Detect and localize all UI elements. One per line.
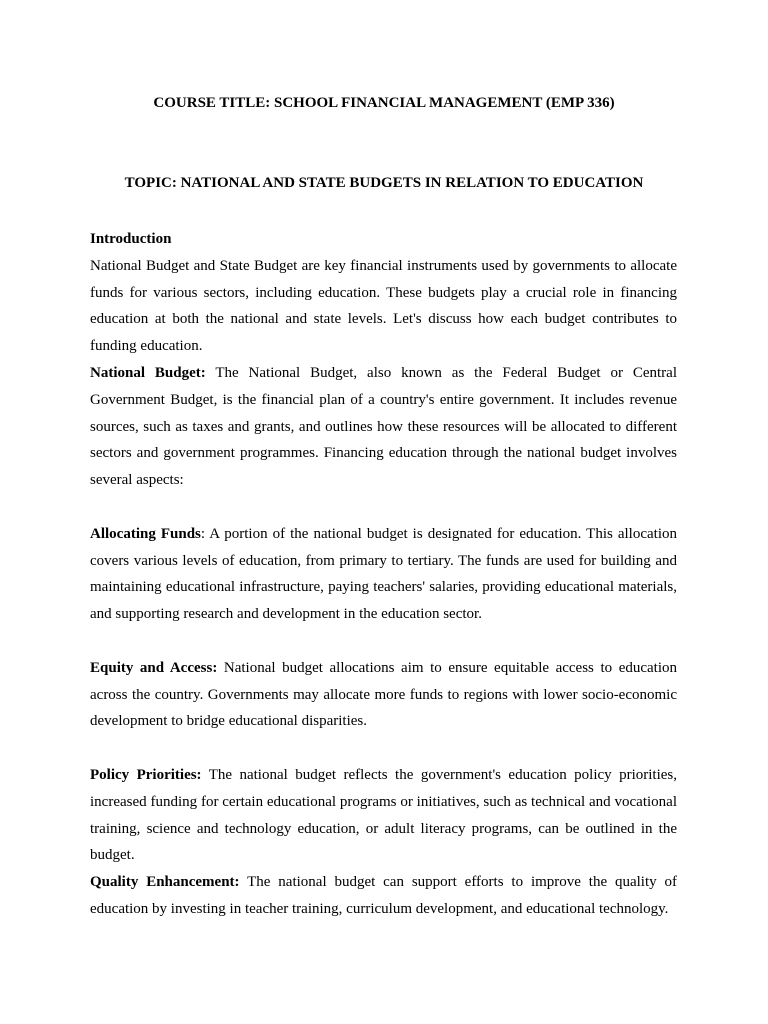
national-budget-paragraph xyxy=(90,360,677,494)
equity-access-lead: Equity and Access: xyxy=(90,659,218,676)
introduction-heading: Introduction xyxy=(90,231,172,247)
allocating-funds-paragraph xyxy=(90,521,677,628)
equity-access-paragraph xyxy=(90,655,677,735)
quality-enhancement-lead: Quality Enhancement: xyxy=(90,874,240,891)
policy-priorities-paragraph xyxy=(90,762,677,869)
quality-enhancement-text: The national budget can support efforts to improve the quality of education by investing in teacher training, curriculum development, and educational technology. xyxy=(90,874,677,917)
allocating-funds-lead: Allocating Funds xyxy=(90,525,201,542)
allocating-funds-text: : A portion of the national budget is designated for education. This allocation covers various levels of education, from primary to tertiary. The funds are used for building and maintaining educational infrastructure, paying teachers' salaries, providing educational materials, and supporting research and development in the education sector. xyxy=(90,525,677,623)
policy-priorities-text: The national budget reflects the government's education policy priorities, increased funding for certain educational programs or initiatives, such as technical and vocational training, science and technology education, or adult literacy programs, can be outlined in the budget. xyxy=(90,766,678,864)
document-body xyxy=(90,226,677,923)
equity-access-text: National budget allocations aim to ensure equitable access to education across the country. Governments may allocate more funds to regions with lower socio-economic development to bridge educational disparities. xyxy=(90,659,678,730)
introduction-paragraph: National Budget and State Budget are key financial instruments used by governments to allocate funds for various sectors, including education. These budgets play a crucial role in financing education at both the national and state levels. Let's discuss how each budget contributes to funding education. xyxy=(90,257,677,355)
course-title: COURSE TITLE: SCHOOL FINANCIAL MANAGEMENT (EMP 336) xyxy=(153,95,615,111)
quality-enhancement-paragraph xyxy=(90,869,677,923)
national-budget-text: The National Budget, also known as the Federal Budget or Central Government Budget, is the financial plan of a country's entire government. It includes revenue sources, such as taxes and grants, and outlines how these resources will be allocated to different sectors and government programmes. Financing education through the national budget involves several aspects: xyxy=(90,364,677,489)
topic-title: TOPIC: NATIONAL AND STATE BUDGETS IN RELATION TO EDUCATION xyxy=(124,175,644,191)
national-budget-lead: National Budget: xyxy=(90,364,206,381)
policy-priorities-lead: Policy Priorities: xyxy=(90,766,202,783)
